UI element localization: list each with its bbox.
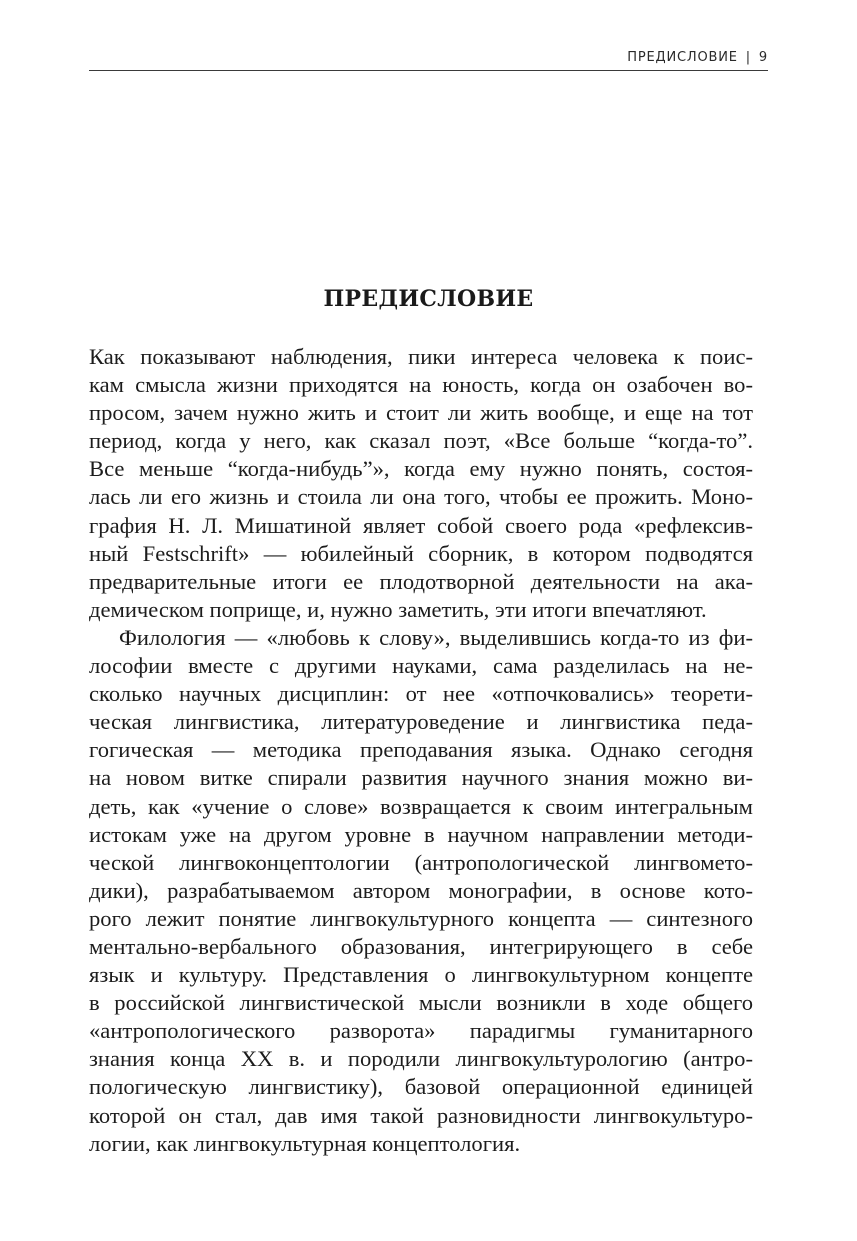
text-line: логии, как лингвокультурная концептология.	[89, 1130, 521, 1156]
text-line: язык и культуру. Представления о лингвокультурном концепте	[89, 962, 753, 988]
text-line: Все меньше “когда-нибудь”», когда ему нужно понять, состоя-	[89, 456, 753, 482]
text-line: ческой лингвоконцептологии (антропологической лингвомето-	[89, 849, 753, 875]
running-header-section: ПРЕДИСЛОВИЕ	[627, 49, 738, 65]
text-line: дики), разрабатываемом автором монографии, в основе кото-	[89, 877, 753, 903]
text-line: кам смысла жизни приходятся на юность, когда он озабочен во-	[89, 372, 753, 398]
text-line: сколько научных дисциплин: от нее «отпочковались» теорети-	[89, 681, 753, 707]
running-header-separator: |	[745, 49, 751, 65]
text-line: лась ли его жизнь и стоила ли она того, чтобы ее прожить. Моно-	[89, 484, 753, 510]
text-line: ческая лингвистика, литературоведение и лингвистика педа-	[89, 709, 753, 735]
paragraph-2	[89, 624, 753, 1158]
text-line: предварительные итоги ее плодотворной деятельности на ака-	[89, 568, 753, 594]
text-line: гогическая — методика преподавания языка. Однако сегодня	[89, 737, 753, 763]
running-header	[89, 44, 768, 71]
chapter-title: ПРЕДИСЛОВИЕ	[323, 286, 534, 312]
text-line: лософии вместе с другими науками, сама разделилась на не-	[89, 653, 753, 679]
text-line: период, когда у него, как сказал поэт, «Все больше “когда-то”.	[89, 428, 753, 454]
text-line: пологическую лингвистику), базовой операционной единицей	[89, 1074, 753, 1100]
text-line: «антропологического разворота» парадигмы гуманитарного	[89, 1018, 753, 1044]
body-text	[89, 343, 753, 1158]
text-line: деть, как «учение о слове» возвращается к своим интегральным	[89, 793, 753, 819]
text-line: рого лежит понятие лингвокультурного концепта — синтезного	[89, 905, 753, 931]
text-line: истокам уже на другом уровне в научном направлении методи-	[89, 821, 753, 847]
text-line: на новом витке спирали развития научного знания можно ви-	[89, 765, 753, 791]
text-line: которой он стал, дав имя такой разновидности лингвокультуро-	[89, 1102, 753, 1128]
text-line: Как показывают наблюдения, пики интереса человека к поис-	[89, 344, 753, 369]
text-line: графия Н. Л. Мишатиной являет собой своего рода «рефлексив-	[89, 512, 753, 538]
paragraph-1	[89, 343, 753, 624]
text-line: просом, зачем нужно жить и стоит ли жить вообще, и еще на тот	[89, 400, 753, 426]
text-line: в российской лингвистической мысли возникли в ходе общего	[89, 990, 753, 1016]
text-line: ный Festschrift» — юбилейный сборник, в котором подводятся	[89, 540, 753, 566]
text-line: ментально-вербального образования, интегрирующего в себе	[89, 933, 753, 959]
text-line: Филология — «любовь к слову», выделившись когда-то из фи-	[119, 624, 753, 650]
page-number: 9	[758, 49, 768, 65]
text-line: демическом поприще, и, нужно заметить, эти итоги впечатляют.	[89, 596, 707, 622]
text-line: знания конца ХХ в. и породили лингвокультурологию (антро-	[89, 1046, 753, 1072]
